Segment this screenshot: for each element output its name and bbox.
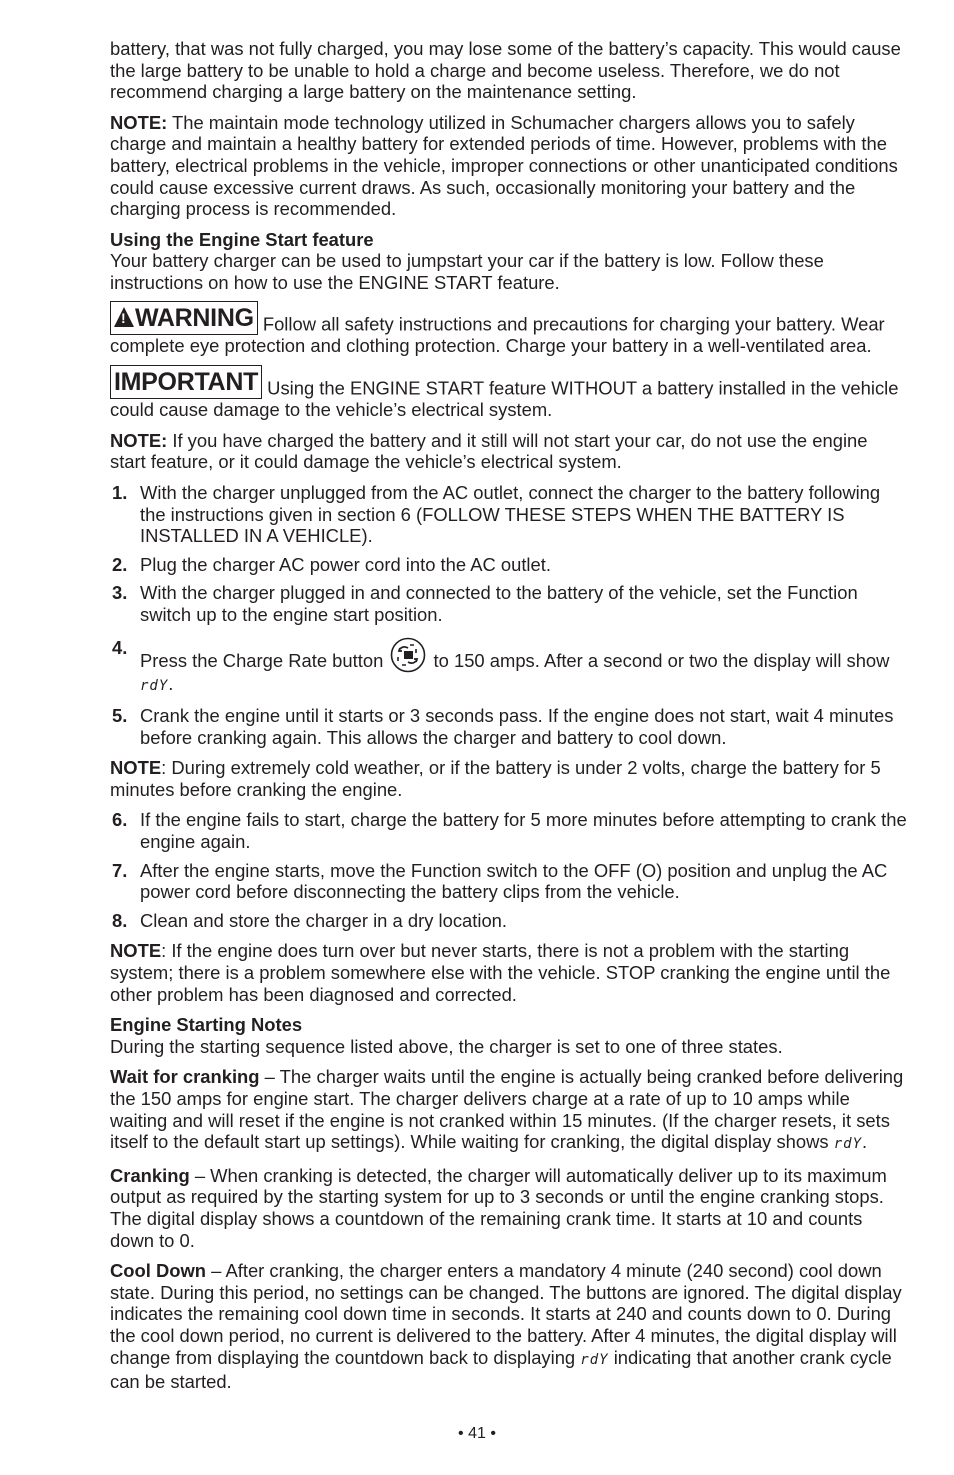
list-item	[110, 705, 908, 748]
step-text: If the engine fails to start, charge the battery for 5 more minutes before attempting to crank the engine again.	[140, 809, 907, 853]
step-number: 7.	[112, 859, 128, 881]
wait-label: Wait for cranking	[110, 1066, 260, 1088]
wait-text: – The charger waits until the engine is actually being cranked before delivering the 150 amps for engine start. The charger delivers charge at a rate of up to 10 amps while waiting and will reset if the engine is not cranked within 15 minutes. (If the charger resets, it sets itself to the default start up settings). While waiting for cranking, the digital display shows	[110, 1066, 904, 1153]
step-text-after: to 150 amps. After a second or two the display will show	[428, 650, 890, 672]
warning-paragraph	[110, 301, 908, 357]
step-text: With the charger plugged in and connected to the battery of the vehicle, set the Function switch up to the engine start position.	[140, 582, 858, 625]
display-readout: rdY	[140, 678, 169, 695]
step-number: 2.	[112, 553, 128, 575]
step-text: Plug the charger AC power cord into the AC outlet.	[140, 553, 551, 575]
cooldown-label: Cool Down	[110, 1260, 207, 1282]
warning-text: Follow all safety instructions and precautions for charging your battery. Wear complete eye protection and clothing protection. Charge your battery in a well-ventilated area.	[110, 312, 885, 356]
list-item	[110, 582, 908, 625]
important-text: Using the ENGINE START feature WITHOUT a battery installed in the vehicle could cause damage to the vehicle’s electrical system.	[110, 377, 899, 421]
note-label: NOTE:	[110, 429, 168, 451]
steps-list-a	[110, 482, 908, 748]
wait-end: .	[862, 1131, 868, 1153]
important-paragraph	[110, 365, 908, 421]
cool-down-paragraph	[110, 1260, 908, 1393]
important-label: IMPORTANT	[114, 368, 259, 397]
engine-starting-notes-text: During the starting sequence listed above, the charger is set to one of three states.	[110, 1035, 783, 1057]
step-number: 6.	[112, 809, 128, 831]
cranking-label: Cranking	[110, 1164, 190, 1186]
list-item	[110, 637, 908, 698]
intro-paragraph: battery, that was not fully charged, you may lose some of the battery’s capacity. This would cause the large battery to be unable to hold a charge and become useless. Therefore, we do not recommend charging a large battery on the maintenance setting.	[110, 38, 901, 103]
step-end: .	[168, 673, 174, 695]
display-readout: rdY	[833, 1136, 863, 1153]
list-item	[110, 554, 908, 576]
step-text: Crank the engine until it starts or 3 seconds pass. If the engine does not start, wait 4 minutes before cranking again. This allows the charger and battery to cool down.	[140, 705, 894, 748]
engine-start-section	[110, 229, 908, 294]
cooldown-text: – After cranking, the charger enters a mandatory 4 minute (240 second) cool down state. During this period, no settings can be changed. The buttons are ignored. The digital display indicates the remaining cool down time in seconds. It starts at 240 and counts down to 0. During the cool down period, no current is delivered to the battery. After 4 minutes, the digital display will change from displaying the countdown back to displaying	[110, 1260, 902, 1368]
list-item	[110, 860, 908, 903]
note-text: If you have charged the battery and it still will not start your car, do not use the engine start feature, or it could damage the vehicle’s electrical system.	[110, 429, 868, 473]
step-number: 8.	[112, 909, 128, 931]
step-number: 3.	[112, 582, 128, 604]
note-cold-weather	[110, 757, 908, 800]
important-box	[110, 365, 262, 399]
engine-start-heading: Using the Engine Start feature	[110, 228, 374, 250]
note-label: NOTE:	[110, 111, 168, 133]
display-readout: rdY	[580, 1351, 609, 1368]
step-text: Clean and store the charger in a dry location.	[140, 909, 508, 931]
step-number: 5.	[112, 705, 128, 727]
step-number: 4.	[112, 637, 128, 659]
engine-starting-notes	[110, 1014, 908, 1057]
note-text: The maintain mode technology utilized in Schumacher chargers allows you to safely charge and maintain a healthy battery for extended periods of time. However, problems with the battery, electrical problems in the vehicle, improper connections or other unanticipated conditions could cause excessive current draws. As such, occasionally monitoring your battery and the charging process is recommended.	[110, 111, 898, 220]
warning-box	[110, 301, 258, 335]
list-item	[110, 809, 908, 852]
wait-for-cranking-paragraph	[110, 1066, 908, 1155]
step-number: 1.	[112, 481, 128, 503]
step-text-before: Press the Charge Rate button	[140, 650, 389, 672]
note-never-starts	[110, 940, 908, 1005]
note-text: : During extremely cold weather, or if the battery is under 2 volts, charge the battery for 5 minutes before cranking the engine.	[110, 757, 881, 800]
steps-list-b	[110, 809, 908, 931]
cranking-text: – When cranking is detected, the charger will automatically deliver up to its maximum output as required by the starting system for up to 3 seconds or until the engine cranking stops. The digital display shows a countdown of the remaining crank time. It starts at 10 and counts down to 0.	[110, 1164, 887, 1251]
note-text: : If the engine does turn over but never starts, there is not a problem with the starting system; there is a problem somewhere else with the vehicle. STOP cranking the engine until the other problem has been diagnosed and corrected.	[110, 940, 891, 1005]
note-label: NOTE	[110, 940, 162, 962]
step-text: With the charger unplugged from the AC outlet, connect the charger to the battery following the instructions given in section 6 (FOLLOW THESE STEPS WHEN THE BATTERY IS INSTALLED IN A VEHICLE).	[140, 481, 881, 547]
engine-start-intro: Your battery charger can be used to jumpstart your car if the battery is low. Follow these instructions on how to use the ENGINE START feature.	[110, 250, 824, 293]
list-item	[110, 910, 908, 932]
step-text: After the engine starts, move the Function switch to the OFF (O) position and unplug the AC power cord before disconnecting the battery clips from the vehicle.	[140, 859, 888, 903]
engine-starting-notes-heading: Engine Starting Notes	[110, 1014, 303, 1036]
cooldown-end: indicating that another crank cycle can be started.	[110, 1346, 892, 1393]
manual-page	[110, 38, 908, 1402]
warning-triangle-icon	[114, 307, 134, 327]
note-maintain-mode	[110, 112, 908, 220]
list-item	[110, 482, 908, 547]
note-label: NOTE	[110, 757, 162, 779]
note-no-start	[110, 430, 908, 473]
warning-label: WARNING	[135, 303, 254, 332]
cranking-paragraph	[110, 1165, 908, 1251]
charge-rate-button-icon	[390, 637, 426, 673]
page-number: • 41 •	[458, 1425, 496, 1442]
